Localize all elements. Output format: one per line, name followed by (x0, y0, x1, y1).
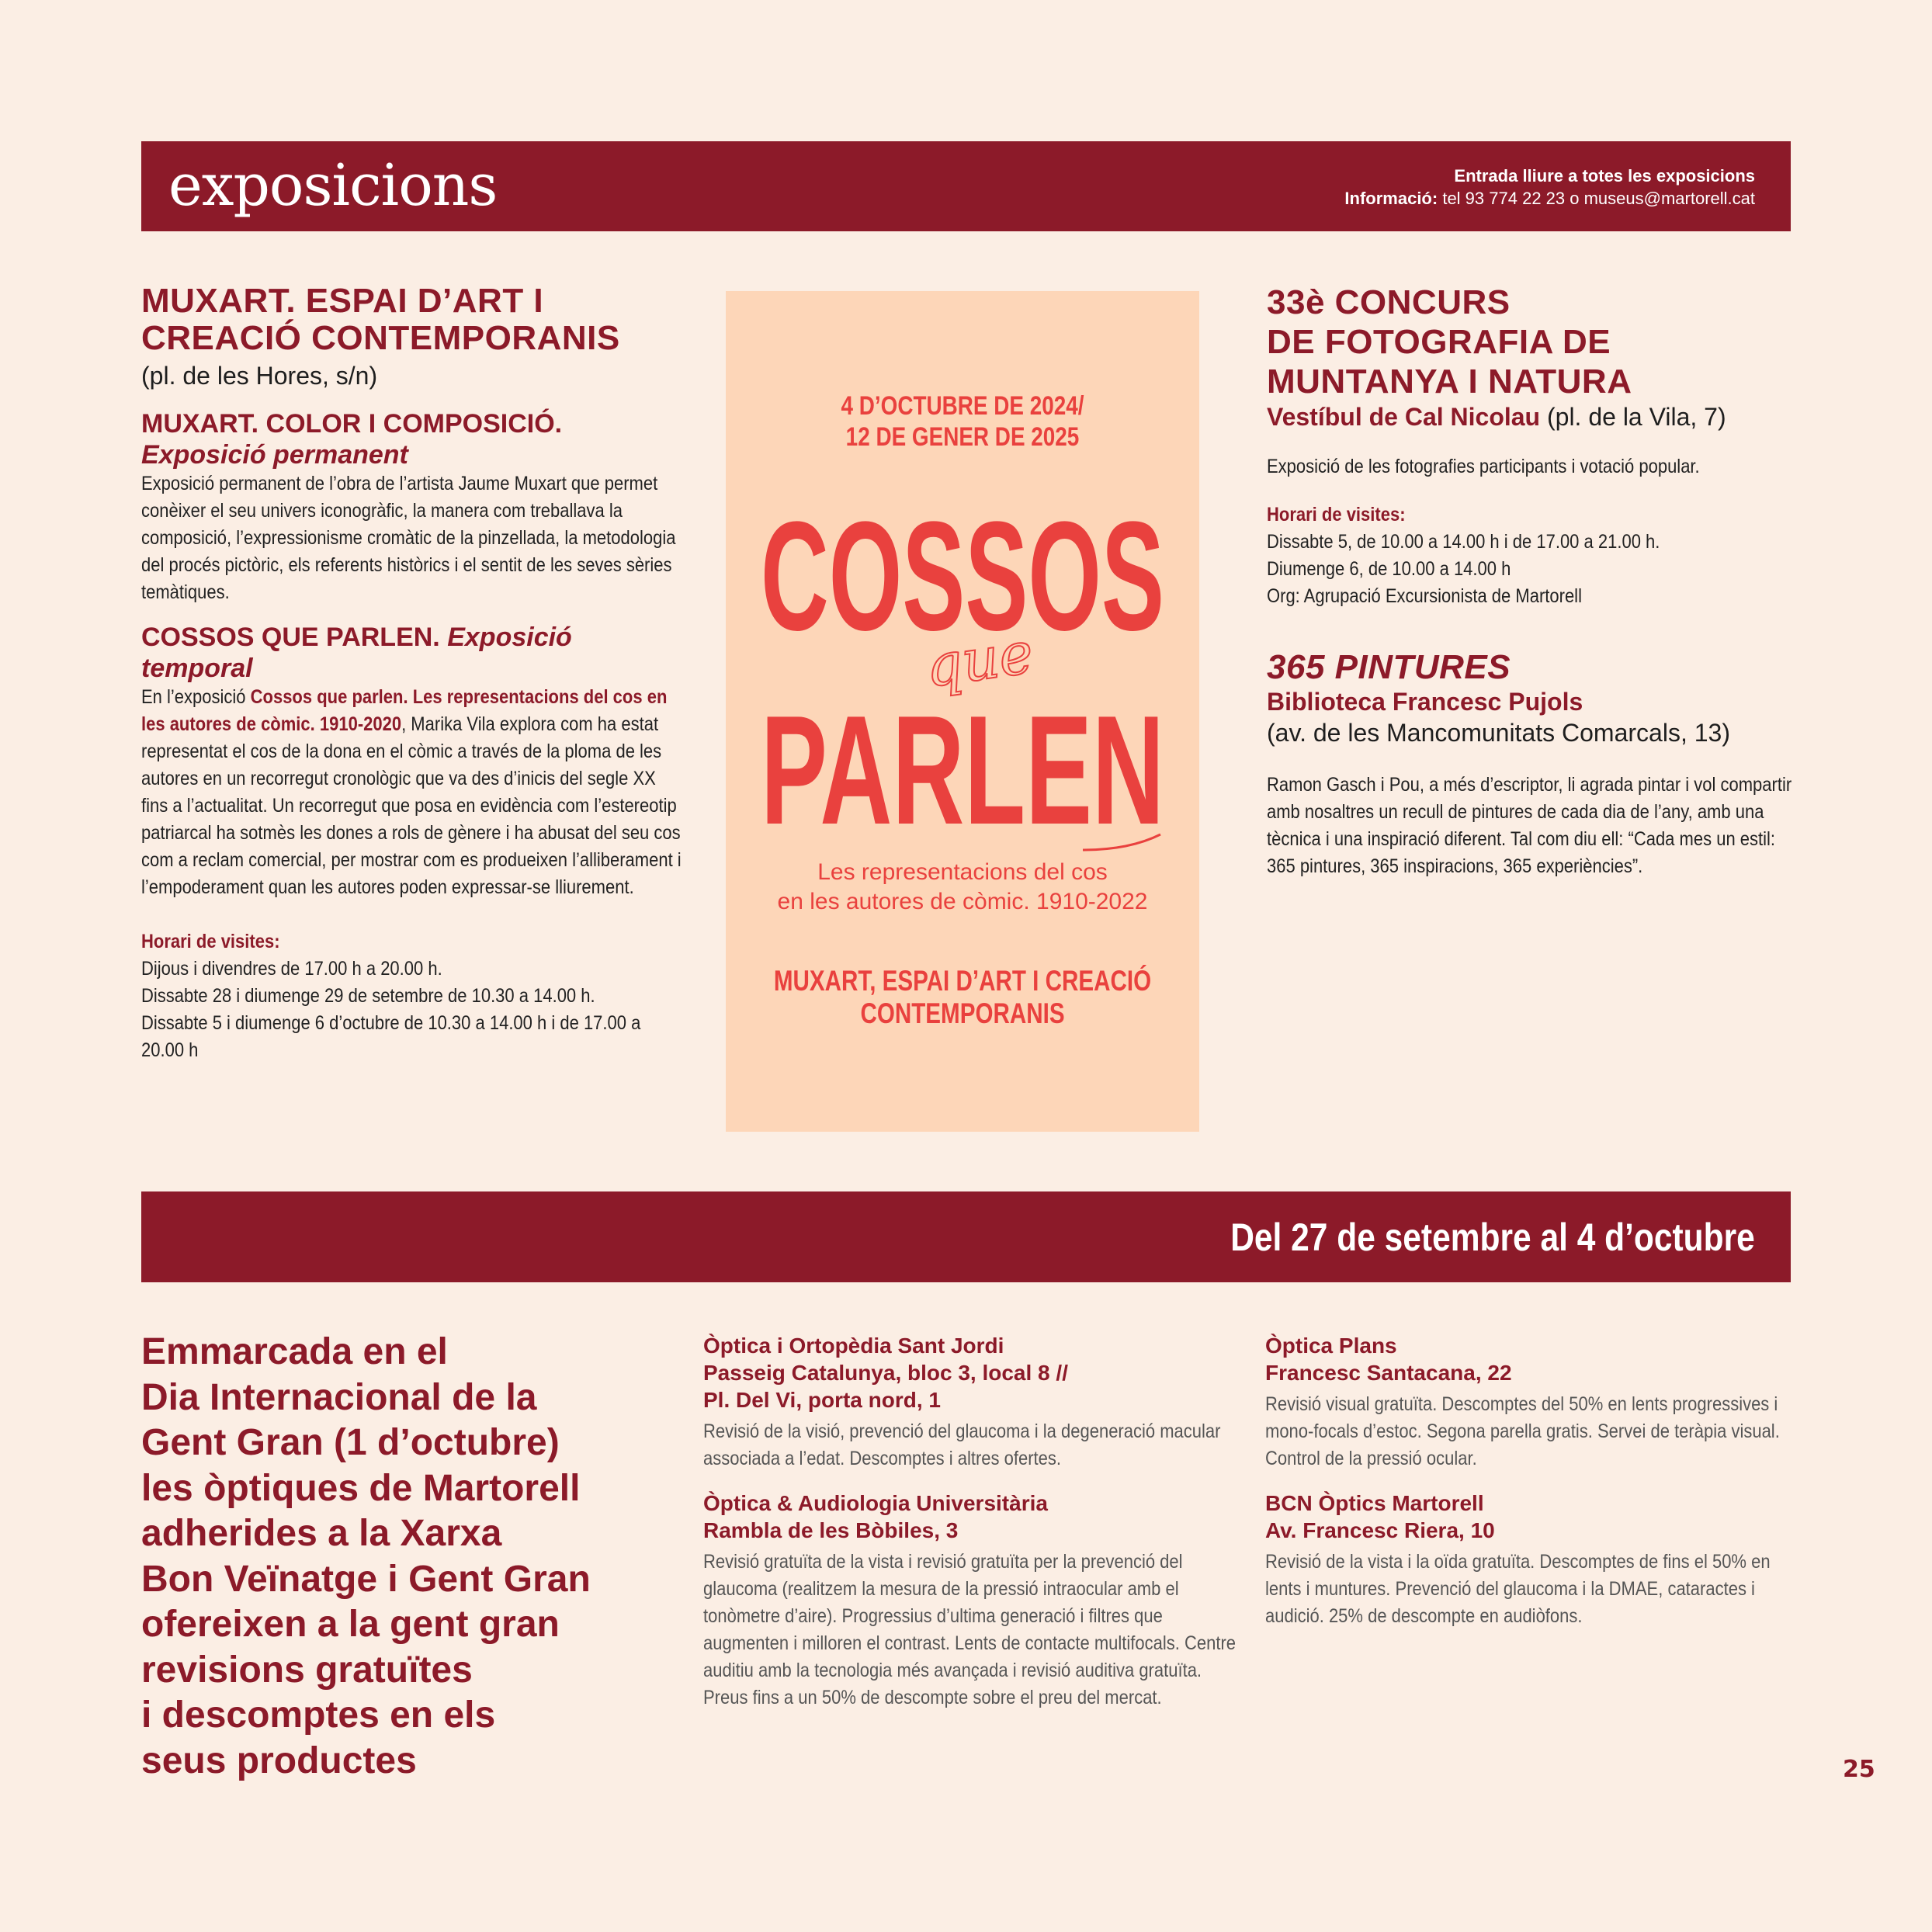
poster-subtitle (726, 858, 1199, 917)
muxart-hours-line: Dissabte 5 i diumenge 6 d’octubre de 10.30 a 14.00 h i de 17.00 a 20.00 h (141, 1012, 641, 1061)
concurs-address: (pl. de la Vila, 7) (1546, 403, 1726, 431)
optics-intro-line: les òptiques de Martorell (141, 1467, 581, 1509)
right-column (1267, 283, 1802, 880)
poster-subtitle-line2: en les autores de còmic. 1910-2022 (777, 889, 1148, 914)
optics-intro-line: Gent Gran (1 d’octubre) (141, 1422, 560, 1463)
optics-intro-line: ofereixen a la gent gran (141, 1604, 560, 1645)
optic-shop-address: Passeig Catalunya, bloc 3, local 8 // (703, 1361, 1068, 1385)
optics-intro-line: i descomptes en els (141, 1694, 496, 1736)
concurs-venue: Vestíbul de Cal Nicolau (1267, 403, 1541, 431)
optics-column-middle (703, 1332, 1247, 1712)
optic-shop-body: Revisió de la vista i la oïda gratuïta. Descomptes de fins el 50% en lents i muntures. Prevenció del glaucoma i la DMAE, cataractes i audició. 25% de descompte en audiòfons. (1265, 1551, 1771, 1627)
poster-subtitle-line1: Les representacions del cos (817, 859, 1108, 885)
concurs-title-line2: DE FOTOGRAFIA DE (1267, 323, 1611, 361)
temp-exhibit-intro: En l’exposició (141, 686, 246, 708)
optics-intro-line: Dia Internacional de la (141, 1376, 537, 1418)
muxart-hours-label: Horari de visites: (141, 931, 280, 952)
optic-shop (1265, 1490, 1801, 1630)
concurs-title-line3: MUNTANYA I NATURA (1267, 362, 1632, 401)
temp-exhibit-body-block (141, 684, 685, 901)
optic-shop-body: Revisió de la visió, prevenció del glaucoma i la degeneració macular associada a l’edat. Descomptes i altres ofertes. (703, 1420, 1221, 1469)
optics-intro-line: revisions gratuïtes (141, 1649, 473, 1691)
muxart-title (141, 283, 685, 357)
optic-shop-body: Revisió gratuïta de la vista i revisió gratuïta per la prevenció del glaucoma (realitzem la mesura de la pressió intraocular amb el tonòmetre d’aire). Progressius d’ultima generació i filtres que augmenten i milloren el contrast. Lents de contacte multifocals. Centre auditiu amb la tecnologia més avançada i revisió auditiva gratuïta. Preus fins a un 50% de descompte sobre el preu del mercat. (703, 1551, 1237, 1708)
concurs-hours (1267, 501, 1802, 610)
perm-exhibit-subtitle: Exposició permanent (141, 440, 408, 470)
page-number: 25 (1843, 1756, 1875, 1783)
optic-shop-address: Av. Francesc Riera, 10 (1265, 1518, 1495, 1542)
concurs-title (1267, 283, 1802, 401)
poster-word-cossos: COSSOS (761, 490, 1164, 663)
optic-shop (1265, 1332, 1801, 1472)
perm-exhibit-body: Exposició permanent de l’obra de l’artista Jaume Muxart que permet conèixer el seu univers iconogràfic, la manera com treballava la composició, l’expressionisme cromàtic de la pinzellada, la metodologia del procés pictòric, els referents històrics i el sentit de les seves sèries temàtiques. (141, 473, 676, 603)
optics-intro-line: adherides a la Xarxa (141, 1513, 502, 1554)
pintures-venue: Biblioteca Francesc Pujols (1267, 688, 1583, 716)
info-contact: tel 93 774 22 23 o museus@martorell.cat (1442, 189, 1755, 208)
muxart-address: (pl. de les Hores, s/n) (141, 362, 378, 390)
muxart-column (141, 283, 685, 1064)
concurs-title-line1: 33è CONCURS (1267, 283, 1511, 321)
optics-intro-line: seus productes (141, 1739, 417, 1781)
optic-shop (703, 1490, 1247, 1712)
optic-shop (703, 1332, 1247, 1472)
optics-intro (141, 1330, 700, 1784)
info-label: Informació: (1344, 189, 1438, 208)
poster-venue-line2: CONTEMPORANIS (860, 997, 1065, 1029)
temp-exhibit-subtitle: Exposició temporal (141, 623, 572, 683)
optic-shop-address: Francesc Santacana, 22 (1265, 1361, 1512, 1385)
optics-column-right (1265, 1332, 1801, 1630)
perm-exhibit-title: MUXART. COLOR I COMPOSICIÓ. (141, 409, 563, 439)
concurs-hours-line: Org: Agrupació Excursionista de Martorell (1267, 585, 1582, 607)
poster-dates-line2: 12 DE GENER DE 2025 (845, 422, 1080, 452)
dates-band (141, 1191, 1791, 1282)
pintures-title: 365 PINTURES (1267, 648, 1511, 686)
poster-venue-line1: MUXART, ESPAI D’ART I CREACIÓ (773, 965, 1152, 997)
header-info (1344, 165, 1755, 210)
section-title: exposicions (168, 152, 498, 219)
muxart-hours-line: Dijous i divendres de 17.00 h a 20.00 h. (141, 958, 442, 980)
optics-intro-line: Emmarcada en el (141, 1331, 448, 1372)
temp-exhibit-body: , Marika Vila explora com ha estat representat el cos de la dona en el còmic a través de la ploma de les autores en un recorregut cronològic que va des d’inicis del segle XX fins a l’actualitat. Un recorregut que posa en evidència com l’estereotip patriarcal ha sotmès les dones a rols de gènere i ha abusat del seu cos com a reclam comercial, per mostrar com es produeixen l’alliberament i l’empoderament quan les autores poden expressar-se lliurement. (141, 713, 682, 898)
optic-shop-body: Revisió visual gratuïta. Descomptes del 50% en lents progressives i mono-focals d’estoc. Segona parella gratis. Servei de teràpia visual. Control de la pressió ocular. (1265, 1393, 1780, 1469)
temp-exhibit-heading (141, 622, 685, 684)
optic-shop-name: Òptica i Ortopèdia Sant Jordi (703, 1334, 1004, 1358)
pintures-address: (av. de les Mancomunitats Comarcals, 13) (1267, 719, 1730, 747)
optic-shop-address: Pl. Del Vi, porta nord, 1 (703, 1388, 941, 1412)
optic-shop-address: Rambla de les Bòbiles, 3 (703, 1518, 959, 1542)
optic-shop-name: Òptica Plans (1265, 1334, 1397, 1358)
free-entry-text: Entrada lliure a totes les exposicions (1454, 166, 1755, 186)
concurs-body: Exposició de les fotografies participants i votació popular. (1267, 456, 1700, 477)
temp-exhibit-title: COSSOS QUE PARLEN. (141, 623, 440, 652)
optic-shop-name: Òptica & Audiologia Universitària (703, 1491, 1048, 1515)
concurs-hours-line: Diumenge 6, de 10.00 a 14.00 h (1267, 558, 1511, 580)
dates-band-text: Del 27 de setembre al 4 d’octubre (1230, 1216, 1755, 1259)
optic-shop-name: BCN Òptics Martorell (1265, 1491, 1484, 1515)
muxart-title-line1: MUXART. ESPAI D’ART I (141, 282, 544, 320)
pintures-body: Ramon Gasch i Pou, a més d’escriptor, li agrada pintar i vol compartir amb nosaltres un recull de pintures de cada dia de l’any, amb una tècnica i una inspiració diferent. Tal com diu ell: “Cada mes un estil: 365 pintures, 365 inspiracions, 365 experiències”. (1267, 774, 1792, 877)
optics-intro-line: Bon Veïnatge i Gent Gran (141, 1558, 591, 1600)
exhibition-poster (726, 291, 1199, 1132)
poster-dates-line1: 4 D’OCTUBRE DE 2024/ (841, 391, 1084, 421)
concurs-location (1267, 401, 1802, 432)
muxart-hours (141, 928, 685, 1064)
concurs-hours-line: Dissabte 5, de 10.00 a 14.00 h i de 17.00 a 21.00 h. (1267, 531, 1660, 553)
poster-venue (773, 965, 1152, 1030)
section-header-band (141, 141, 1791, 231)
muxart-hours-line: Dissabte 28 i diumenge 29 de setembre de 10.30 a 14.00 h. (141, 985, 595, 1007)
concurs-hours-label: Horari de visites: (1267, 504, 1406, 525)
poster-word-parlen: PARLEN (761, 684, 1164, 857)
poster-word-que: que (921, 619, 1038, 701)
temp-exhibit-link[interactable]: Cossos que parlen. Les representacions del cos en les autores de còmic. 1910-2020 (141, 686, 668, 735)
muxart-title-line2: CREACIÓ CONTEMPORANIS (141, 319, 620, 357)
